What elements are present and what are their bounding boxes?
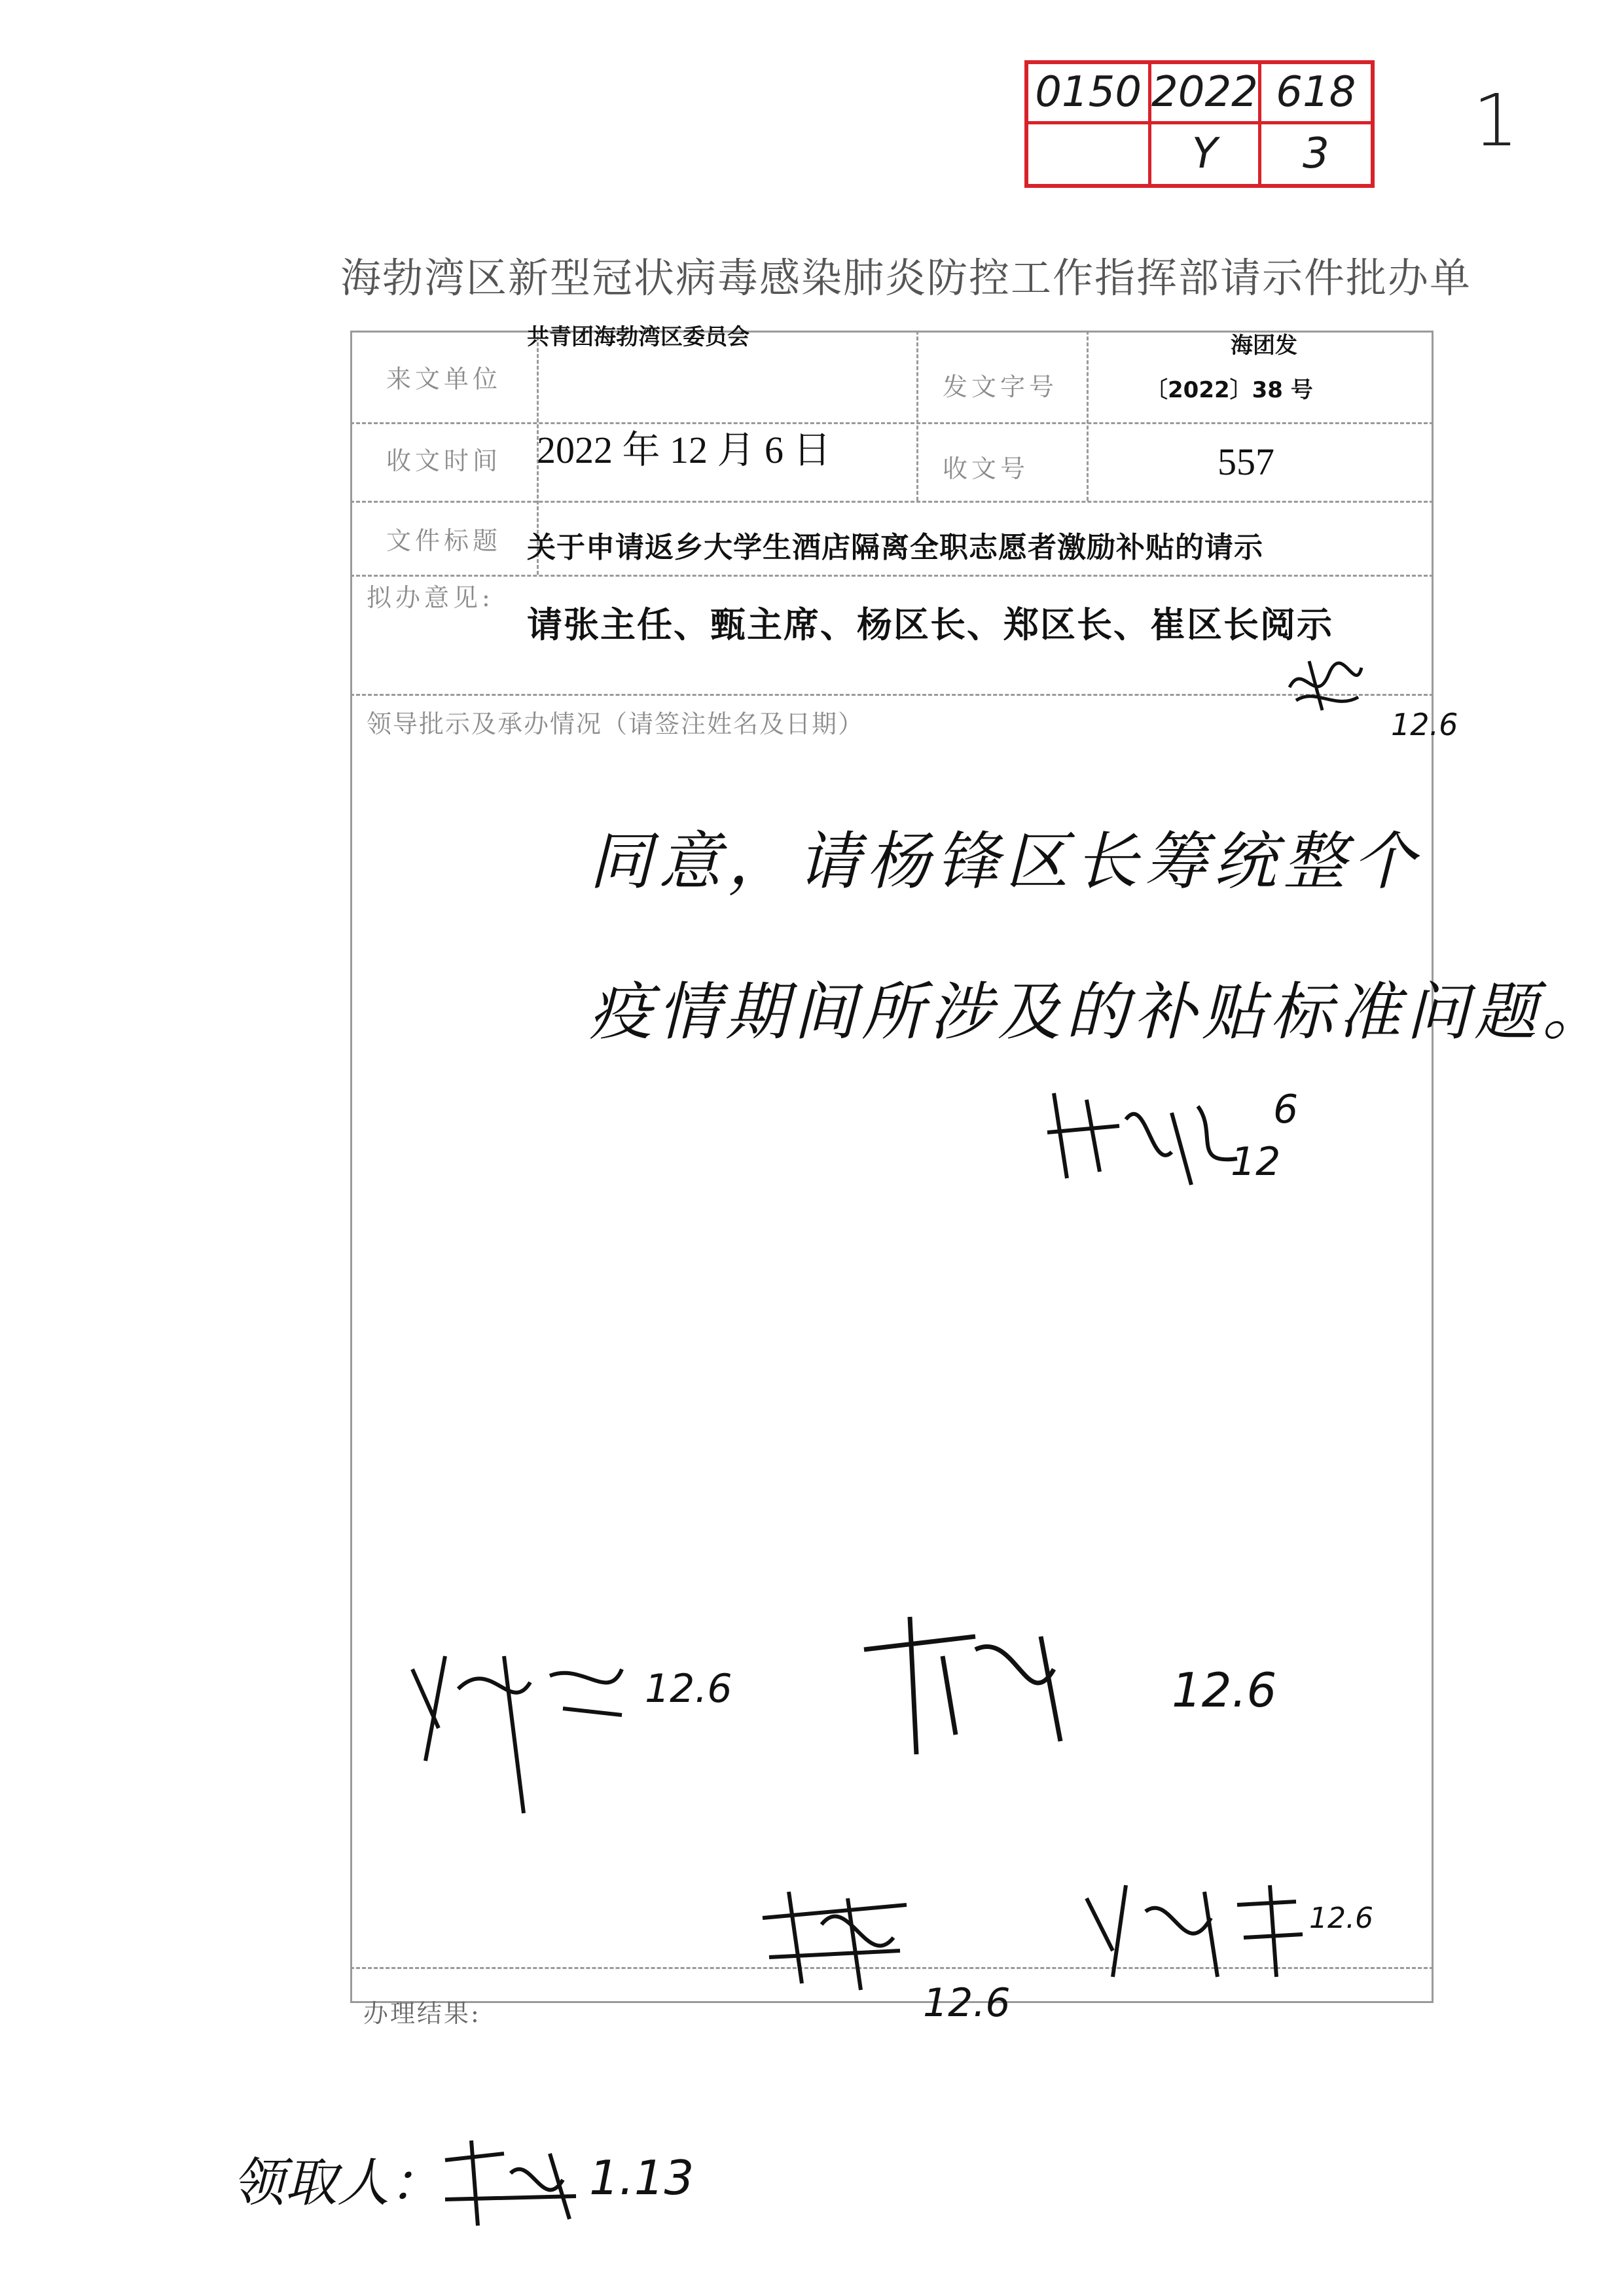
label-result: 办理结果: (363, 1999, 481, 2028)
instruction-line2: 疫情期间所涉及的补贴标准问题。 (589, 975, 1610, 1049)
receive-number-value: 557 (1218, 441, 1274, 483)
signature-3-date: 12.6 (923, 1980, 1011, 2026)
instruction-date-day: 6 (1273, 1087, 1299, 1132)
instruction-date-month: 12 (1231, 1139, 1281, 1185)
label-receive-number: 收文号 (943, 454, 1030, 483)
stamp-cell: 0150 (1028, 64, 1151, 124)
opinion-signature (1283, 648, 1368, 720)
stamp-cell: 3 (1302, 130, 1329, 179)
signature-4 (1074, 1872, 1316, 1983)
signature-2-date: 12.6 (1172, 1663, 1277, 1718)
signature-4-date: 12.6 (1309, 1902, 1373, 1935)
label-source-unit: 来文单位 (386, 365, 502, 393)
stamp-cell (1028, 124, 1151, 185)
signature-1 (399, 1630, 641, 1826)
stamp-cell: 2022 (1151, 64, 1261, 124)
form-title: 海勃湾区新型冠状病毒感染肺炎防控工作指挥部请示件批办单 (340, 254, 1472, 302)
proposed-opinion-value: 请张主任、甄主席、杨区长、郑区长、崔区长阅示 (527, 604, 1333, 645)
instruction-line1: 同意，请杨锋区长筹统整个 (589, 825, 1422, 898)
stamp-cell: 618 (1261, 64, 1371, 124)
instruction-signature (1041, 1074, 1257, 1198)
collector-label: 领取人： (232, 2152, 442, 2213)
receive-time-value: 2022 年 12 月 6 日 (537, 429, 831, 471)
page-number: 1 (1473, 79, 1519, 162)
label-leader-instructions: 领导批示及承办情况（请签注姓名及日期） (367, 710, 865, 738)
signature-3 (749, 1879, 926, 1997)
row-divider (350, 694, 1434, 696)
source-unit-value: 共青团海勃湾区委员会 (527, 324, 749, 350)
archive-stamp (1024, 60, 1375, 188)
column-divider (916, 331, 918, 501)
stamp-cell: Y (1151, 124, 1261, 185)
opinion-date: 12.6 (1391, 707, 1458, 742)
label-doc-number: 发文字号 (943, 372, 1058, 401)
row-divider (350, 422, 1434, 424)
row-divider (350, 575, 1434, 577)
label-proposed-opinion: 拟办意见: (367, 583, 494, 612)
label-file-title: 文件标题 (386, 526, 502, 555)
signature-2 (844, 1610, 1093, 1761)
doc-number-line1: 海团发 (1231, 333, 1297, 359)
doc-number-line2: 〔2022〕38 号 (1146, 377, 1313, 403)
collector-date: 1.13 (589, 2150, 695, 2205)
collector-signature (432, 2134, 596, 2232)
file-title-value: 关于申请返乡大学生酒店隔离全职志愿者激励补贴的请示 (527, 531, 1263, 564)
row-divider (350, 501, 1434, 503)
label-receive-time: 收文时间 (386, 446, 502, 475)
column-divider (1087, 331, 1089, 501)
signature-1-date: 12.6 (645, 1666, 732, 1712)
